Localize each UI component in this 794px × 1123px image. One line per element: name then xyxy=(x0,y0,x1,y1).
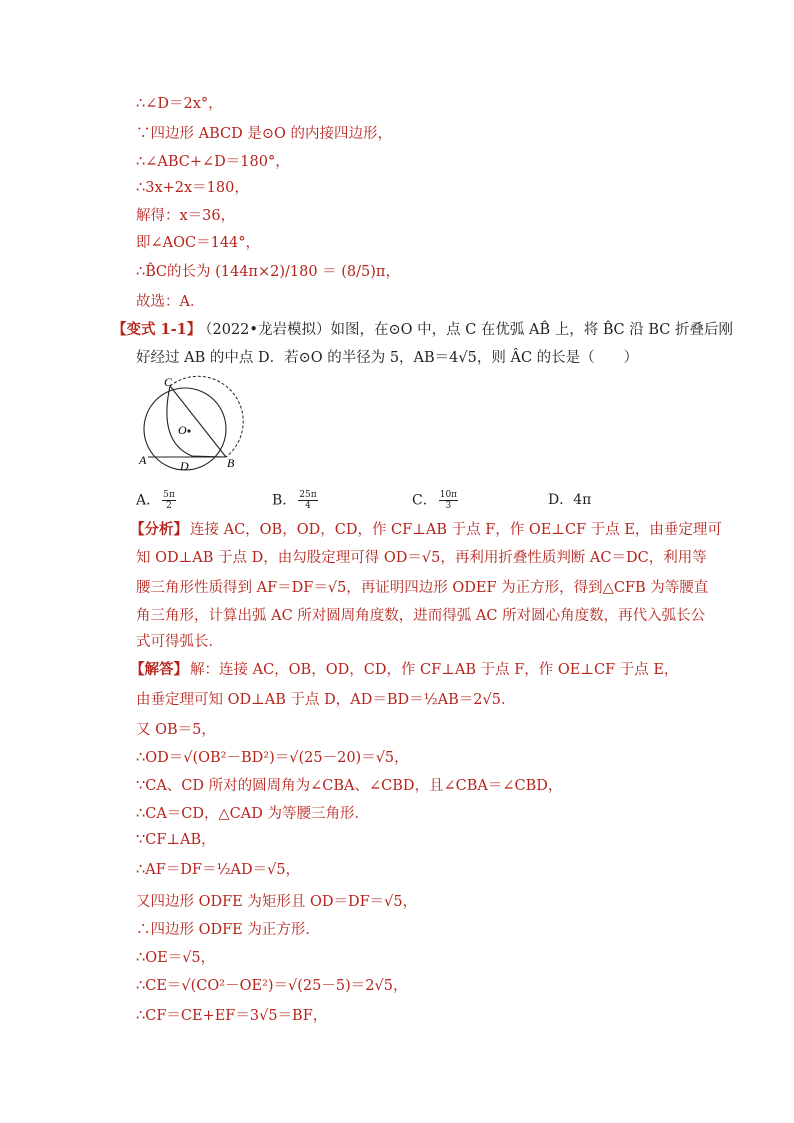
answer-first-line: 解：连接 AC，OB，OD，CD，作 CF⊥AB 于点 F，作 OE⊥CF 于点 E， xyxy=(190,662,679,678)
solution-line: 解得：x＝36， xyxy=(136,208,236,224)
answer-line: ∴CA＝CD，△CAD 为等腰三角形． xyxy=(136,806,369,822)
numerator: 5π xyxy=(163,490,175,500)
choice-letter: A． xyxy=(136,492,161,509)
answer-line: ∴OD＝√(OB²－BD²)＝√(25－20)＝√5， xyxy=(136,750,409,766)
answer-line: ∴AF＝DF＝½AD＝√5， xyxy=(136,862,301,878)
solution-line: ∴B̂C的长为 (144π×2)/180 ＝ (8/5)π， xyxy=(136,264,400,280)
problem-label: 【变式 1-1】 xyxy=(112,321,202,338)
label-o: O xyxy=(178,423,187,437)
choice-letter: B． xyxy=(272,492,297,509)
choice-value: 4π xyxy=(573,492,592,508)
answer-line: ∵CA、CD 所对的圆周角为∠CBA、∠CBD，且∠CBA＝∠CBD， xyxy=(136,778,563,794)
choice-d[interactable] xyxy=(548,490,591,510)
problem-line-2: 好经过 AB 的中点 D．若⊙O 的半径为 5，AB＝4√5，则 ÂC 的长是（ ） xyxy=(136,350,639,366)
numerator: 10π xyxy=(439,490,458,500)
choice-fraction xyxy=(162,490,176,511)
analysis-line: 角三角形，计算出弧 AC 所对圆周角度数，进而得弧 AC 所对圆心角度数，再代入弧长公 xyxy=(136,608,706,624)
answer-line: ∴四边形 ODFE 为正方形． xyxy=(136,922,320,938)
numerator: 25π xyxy=(299,490,317,500)
choice-b[interactable] xyxy=(272,490,320,511)
choice-c[interactable] xyxy=(412,490,460,511)
answer-line: ∵CF⊥AB， xyxy=(136,832,216,848)
answer-line: ∴CF＝CE+EF＝3√5＝BF， xyxy=(136,1008,328,1024)
analysis-line: 知 OD⊥AB 于点 D，由勾股定理可得 OD＝√5，再利用折叠性质判断 AC＝DC，利用等 xyxy=(136,550,707,566)
answer-line: 由垂定理可知 OD⊥AB 于点 D，AD＝BD＝½AB＝2√5． xyxy=(136,692,516,708)
choice-fraction xyxy=(298,490,317,511)
label-a: A xyxy=(139,453,147,467)
solution-line: ∴∠D＝2x°， xyxy=(136,96,223,112)
choice-letter: D． xyxy=(548,492,574,508)
answer-line: 又四边形 ODFE 为矩形且 OD＝DF＝√5， xyxy=(136,894,418,910)
analysis-label: 【分析】 xyxy=(130,521,188,538)
choice-letter: C． xyxy=(412,492,437,509)
solution-line: 故选：A． xyxy=(136,294,205,310)
solution-line: ∵四边形 ABCD 是⊙O 的内接四边形， xyxy=(136,126,392,142)
solution-line: ∴3x+2x＝180， xyxy=(136,180,249,196)
center-point xyxy=(187,429,190,432)
solution-line: 即∠AOC＝144°， xyxy=(136,235,261,251)
denominator: 3 xyxy=(445,501,452,511)
choice-a[interactable] xyxy=(136,490,178,511)
label-b: B xyxy=(227,456,235,470)
answer-line: ∴CE＝√(CO²－OE²)＝√(25－5)＝2√5， xyxy=(136,978,408,994)
denominator: 4 xyxy=(305,501,311,511)
denominator: 2 xyxy=(166,501,172,511)
analysis-line: 腰三角形性质得到 AF＝DF＝√5，再证明四边形 ODEF 为正方形，得到△CFB 为等腰直 xyxy=(136,580,709,596)
solution-line: ∴∠ABC+∠D＝180°， xyxy=(136,154,290,170)
answer-line: ∴OE＝√5， xyxy=(136,950,216,966)
label-d: D xyxy=(180,459,189,473)
label-c: C xyxy=(164,375,173,389)
choice-fraction xyxy=(439,490,458,511)
analysis-line: 式可得弧长． xyxy=(136,634,223,650)
problem-line-1: （2022•龙岩模拟）如图，在⊙O 中，点 C 在优弧 AB̂ 上，将 B̂C 沿 BC 折叠后刚 xyxy=(198,322,733,338)
analysis-line: 连接 AC，OB，OD，CD，作 CF⊥AB 于点 F，作 OE⊥CF 于点 E，由垂定理可 xyxy=(190,522,722,538)
geometry-figure xyxy=(130,372,250,476)
answer-label: 【解答】 xyxy=(130,661,188,678)
answer-line: 又 OB＝5， xyxy=(136,722,216,738)
